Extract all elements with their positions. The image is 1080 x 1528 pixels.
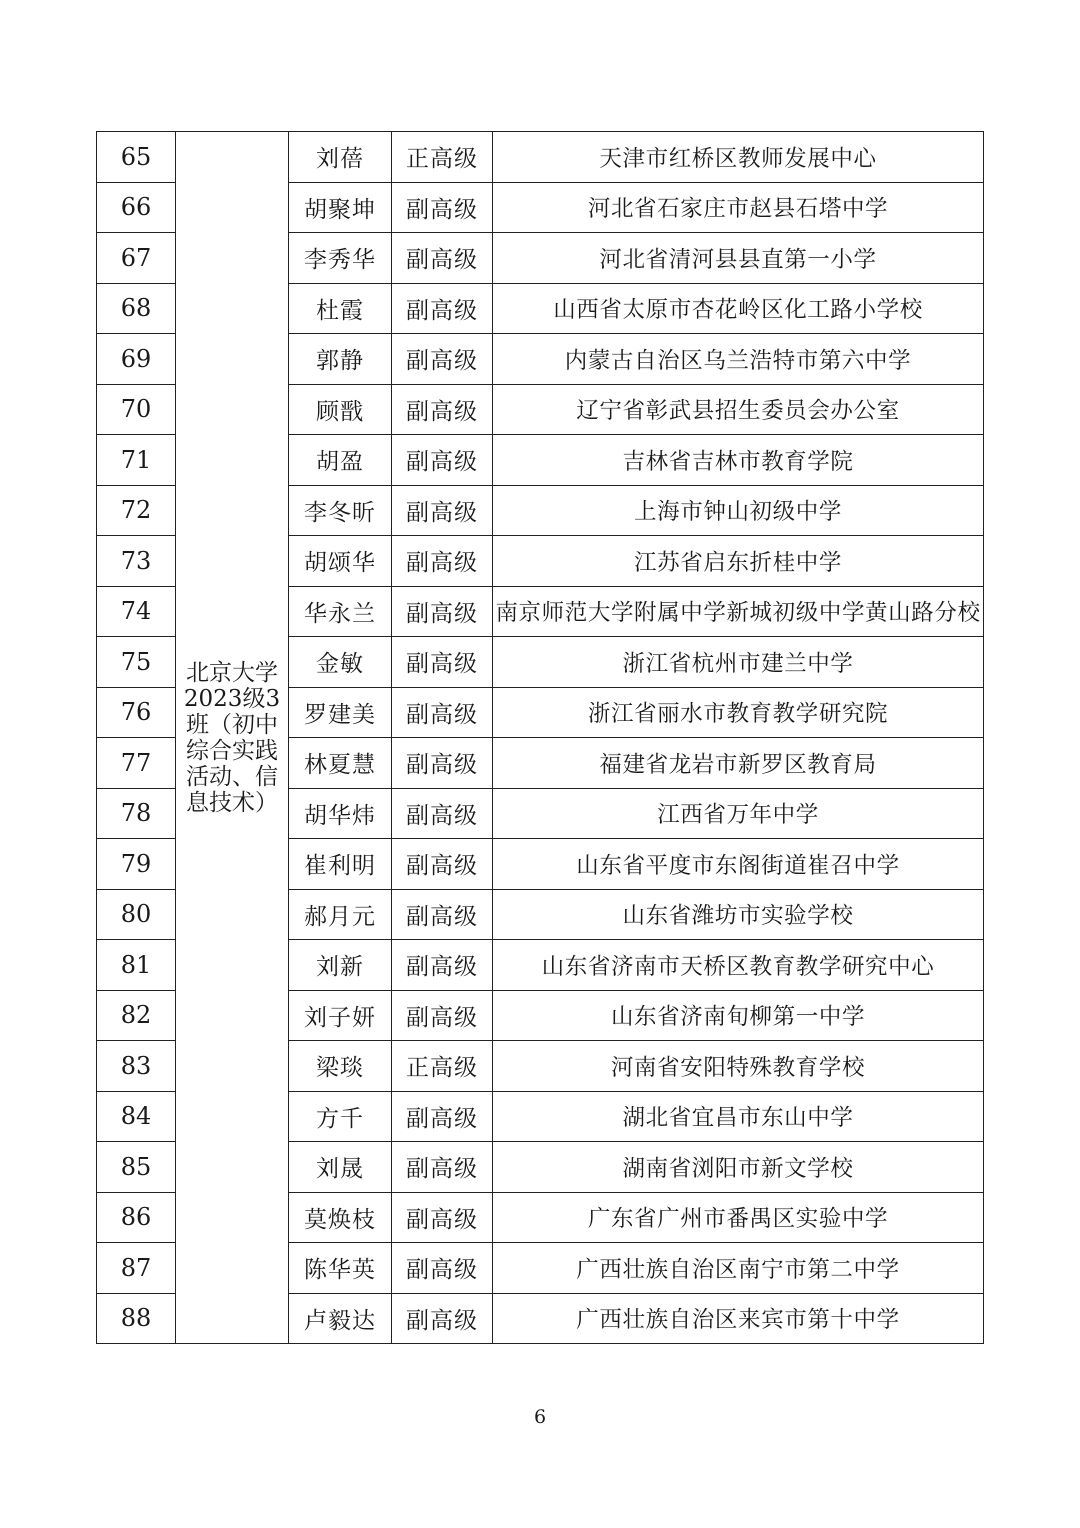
organization-cell: 浙江省丽水市教育教学研究院 [493, 687, 984, 738]
title-cell: 副高级 [392, 384, 493, 435]
name-cell: 刘子妍 [289, 990, 392, 1041]
row-number-cell: 73 [97, 536, 176, 587]
row-number-cell: 80 [97, 889, 176, 940]
organization-cell: 河北省石家庄市赵县石塔中学 [493, 182, 984, 233]
title-cell: 副高级 [392, 233, 493, 284]
organization-cell: 湖南省浏阳市新文学校 [493, 1142, 984, 1193]
row-number-cell: 77 [97, 738, 176, 789]
name-cell: 李冬昕 [289, 485, 392, 536]
title-cell: 正高级 [392, 1041, 493, 1092]
title-cell: 副高级 [392, 940, 493, 991]
organization-cell: 山东省济南市天桥区教育教学研究中心 [493, 940, 984, 991]
name-cell: 胡颂华 [289, 536, 392, 587]
row-number-cell: 86 [97, 1192, 176, 1243]
name-cell: 顾戬 [289, 384, 392, 435]
organization-cell: 福建省龙岩市新罗区教育局 [493, 738, 984, 789]
name-cell: 金敏 [289, 637, 392, 688]
row-number-cell: 68 [97, 283, 176, 334]
title-cell: 副高级 [392, 536, 493, 587]
name-cell: 华永兰 [289, 586, 392, 637]
name-cell: 刘晟 [289, 1142, 392, 1193]
organization-cell: 浙江省杭州市建兰中学 [493, 637, 984, 688]
organization-cell: 山东省平度市东阁街道崔召中学 [493, 839, 984, 890]
row-number-cell: 65 [97, 132, 176, 183]
row-number-cell: 70 [97, 384, 176, 435]
row-number-cell: 85 [97, 1142, 176, 1193]
organization-cell: 河北省清河县县直第一小学 [493, 233, 984, 284]
title-cell: 副高级 [392, 182, 493, 233]
row-number-cell: 87 [97, 1243, 176, 1294]
row-number-cell: 67 [97, 233, 176, 284]
title-cell: 副高级 [392, 1293, 493, 1344]
organization-cell: 湖北省宜昌市东山中学 [493, 1091, 984, 1142]
title-cell: 副高级 [392, 839, 493, 890]
roster-table [96, 131, 984, 1344]
row-number-cell: 79 [97, 839, 176, 890]
organization-cell: 河南省安阳特殊教育学校 [493, 1041, 984, 1092]
name-cell: 梁琰 [289, 1041, 392, 1092]
title-cell: 副高级 [392, 1192, 493, 1243]
row-number-cell: 74 [97, 586, 176, 637]
name-cell: 林夏慧 [289, 738, 392, 789]
row-number-cell: 84 [97, 1091, 176, 1142]
title-cell: 正高级 [392, 132, 493, 183]
title-cell: 副高级 [392, 637, 493, 688]
title-cell: 副高级 [392, 1142, 493, 1193]
row-number-cell: 66 [97, 182, 176, 233]
organization-cell: 广西壮族自治区南宁市第二中学 [493, 1243, 984, 1294]
name-cell: 杜霞 [289, 283, 392, 334]
organization-cell: 天津市红桥区教师发展中心 [493, 132, 984, 183]
title-cell: 副高级 [392, 889, 493, 940]
row-number-cell: 81 [97, 940, 176, 991]
title-cell: 副高级 [392, 738, 493, 789]
name-cell: 卢毅达 [289, 1293, 392, 1344]
organization-cell: 山东省潍坊市实验学校 [493, 889, 984, 940]
title-cell: 副高级 [392, 687, 493, 738]
organization-cell: 广西壮族自治区来宾市第十中学 [493, 1293, 984, 1344]
name-cell: 胡盈 [289, 435, 392, 486]
name-cell: 刘蓓 [289, 132, 392, 183]
row-number-cell: 71 [97, 435, 176, 486]
name-cell: 郭静 [289, 334, 392, 385]
name-cell: 罗建美 [289, 687, 392, 738]
table-row [97, 132, 984, 183]
name-cell: 胡华炜 [289, 788, 392, 839]
organization-cell: 山东省济南旬柳第一中学 [493, 990, 984, 1041]
organization-cell: 上海市钟山初级中学 [493, 485, 984, 536]
roster-body [97, 132, 984, 1344]
title-cell: 副高级 [392, 283, 493, 334]
organization-cell: 辽宁省彰武县招生委员会办公室 [493, 384, 984, 435]
title-cell: 副高级 [392, 435, 493, 486]
title-cell: 副高级 [392, 990, 493, 1041]
title-cell: 副高级 [392, 788, 493, 839]
name-cell: 莫焕枝 [289, 1192, 392, 1243]
organization-cell: 江苏省启东折桂中学 [493, 536, 984, 587]
title-cell: 副高级 [392, 586, 493, 637]
row-number-cell: 83 [97, 1041, 176, 1092]
title-cell: 副高级 [392, 334, 493, 385]
row-number-cell: 76 [97, 687, 176, 738]
name-cell: 李秀华 [289, 233, 392, 284]
organization-cell: 广东省广州市番禺区实验中学 [493, 1192, 984, 1243]
name-cell: 郝月元 [289, 889, 392, 940]
page-number: 6 [533, 1406, 547, 1428]
name-cell: 刘新 [289, 940, 392, 991]
row-number-cell: 88 [97, 1293, 176, 1344]
organization-cell: 山西省太原市杏花岭区化工路小学校 [493, 283, 984, 334]
name-cell: 崔利明 [289, 839, 392, 890]
row-number-cell: 82 [97, 990, 176, 1041]
class-group-cell: 北京大学2023级3班（初中综合实践活动、信息技术） [176, 132, 289, 1344]
title-cell: 副高级 [392, 1243, 493, 1294]
row-number-cell: 69 [97, 334, 176, 385]
name-cell: 方千 [289, 1091, 392, 1142]
row-number-cell: 72 [97, 485, 176, 536]
organization-cell: 江西省万年中学 [493, 788, 984, 839]
row-number-cell: 78 [97, 788, 176, 839]
row-number-cell: 75 [97, 637, 176, 688]
organization-cell: 吉林省吉林市教育学院 [493, 435, 984, 486]
organization-cell: 南京师范大学附属中学新城初级中学黄山路分校 [493, 586, 984, 637]
name-cell: 陈华英 [289, 1243, 392, 1294]
title-cell: 副高级 [392, 485, 493, 536]
organization-cell: 内蒙古自治区乌兰浩特市第六中学 [493, 334, 984, 385]
name-cell: 胡聚坤 [289, 182, 392, 233]
title-cell: 副高级 [392, 1091, 493, 1142]
